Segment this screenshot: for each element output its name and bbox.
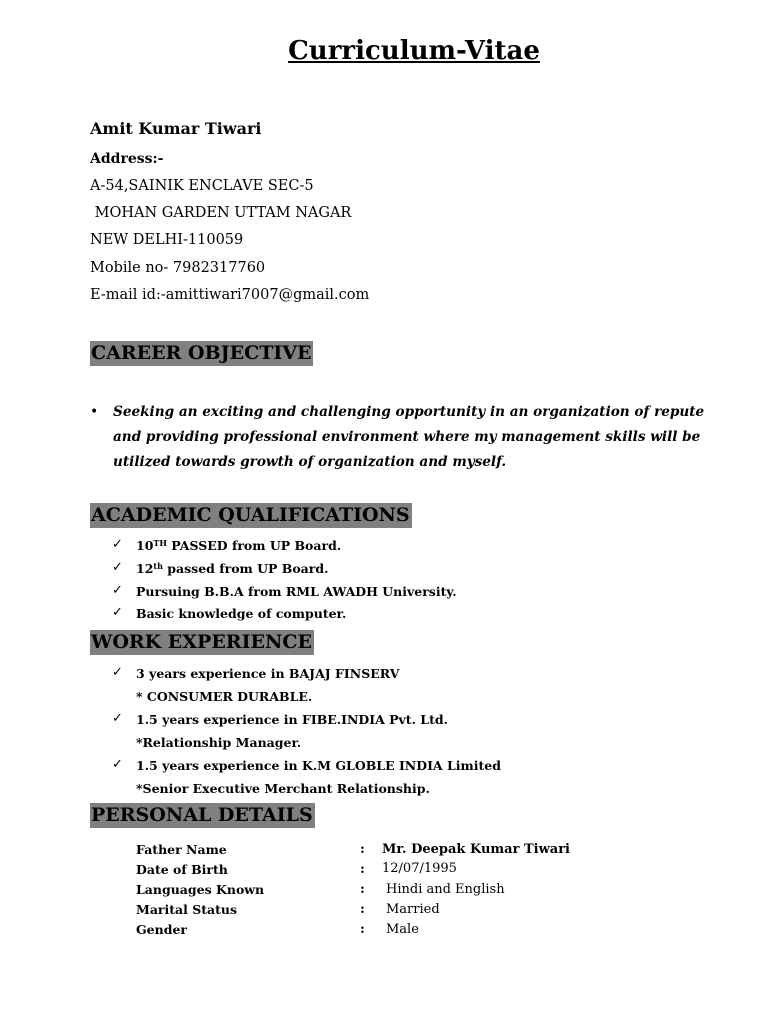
address-line-3: NEW DELHI-110059	[90, 232, 244, 248]
academic-item: Basic knowledge of computer.	[136, 606, 347, 621]
career-objective-heading: CAREER OBJECTIVE	[91, 342, 312, 364]
mobile-number: Mobile no- 7982317760	[90, 260, 266, 276]
work-item-title: 1.5 years experience in FIBE.INDIA Pvt. Ltd.	[136, 712, 448, 727]
work-item-role: * CONSUMER DURABLE.	[136, 689, 313, 704]
work-experience-heading: WORK EXPERIENCE	[91, 631, 312, 653]
date-of-birth-label: Date of Birth	[136, 862, 228, 877]
work-item-role: *Relationship Manager.	[136, 735, 302, 750]
field-colon: :	[360, 922, 365, 937]
document-title: Curriculum-Vitae	[288, 36, 540, 66]
field-colon: :	[360, 842, 365, 857]
academic-qualifications-heading: ACADEMIC QUALIFICATIONS	[91, 504, 410, 526]
academic-item: 12th passed from UP Board.	[136, 561, 329, 576]
candidate-name: Amit Kumar Tiwari	[90, 119, 262, 138]
check-icon: ✓	[112, 757, 123, 772]
check-icon: ✓	[112, 711, 123, 726]
check-icon: ✓	[112, 537, 123, 552]
field-colon: :	[360, 902, 365, 917]
career-objective-text: Seeking an exciting and challenging opportunity in an organization of repute and providing professional environment where my management skills will be utilized towards growth of organization and myself.	[113, 404, 705, 470]
gender-label: Gender	[136, 922, 187, 937]
languages-known-value: Hindi and English	[386, 882, 505, 897]
personal-details-heading: PERSONAL DETAILS	[91, 804, 313, 826]
academic-item: Pursuing B.B.A from RML AWADH University.	[136, 584, 457, 599]
work-item-role: *Senior Executive Merchant Relationship.	[136, 781, 430, 796]
check-icon: ✓	[112, 560, 123, 575]
father-name-label: Father Name	[136, 842, 227, 857]
work-item-title: 1.5 years experience in K.M GLOBLE INDIA Limited	[136, 758, 501, 773]
field-colon: :	[360, 882, 365, 897]
marital-status-value: Married	[386, 902, 440, 917]
address-line-2: MOHAN GARDEN UTTAM NAGAR	[90, 205, 352, 221]
field-colon: :	[360, 862, 365, 877]
marital-status-label: Marital Status	[136, 902, 238, 917]
check-icon: ✓	[112, 605, 123, 620]
gender-value: Male	[386, 922, 419, 937]
languages-known-label: Languages Known	[136, 882, 265, 897]
objective-bullet: •	[90, 404, 99, 420]
work-item-title: 3 years experience in BAJAJ FINSERV	[136, 666, 400, 681]
check-icon: ✓	[112, 665, 123, 680]
father-name-value: Mr. Deepak Kumar Tiwari	[382, 842, 570, 857]
academic-item: 10TH PASSED from UP Board.	[136, 538, 342, 553]
date-of-birth-value: 12/07/1995	[382, 861, 457, 876]
email-address: E-mail id:-amittiwari7007@gmail.com	[90, 287, 370, 303]
check-icon: ✓	[112, 583, 123, 598]
address-line-1: A-54,SAINIK ENCLAVE SEC-5	[90, 178, 314, 194]
address-label: Address:-	[90, 151, 164, 167]
